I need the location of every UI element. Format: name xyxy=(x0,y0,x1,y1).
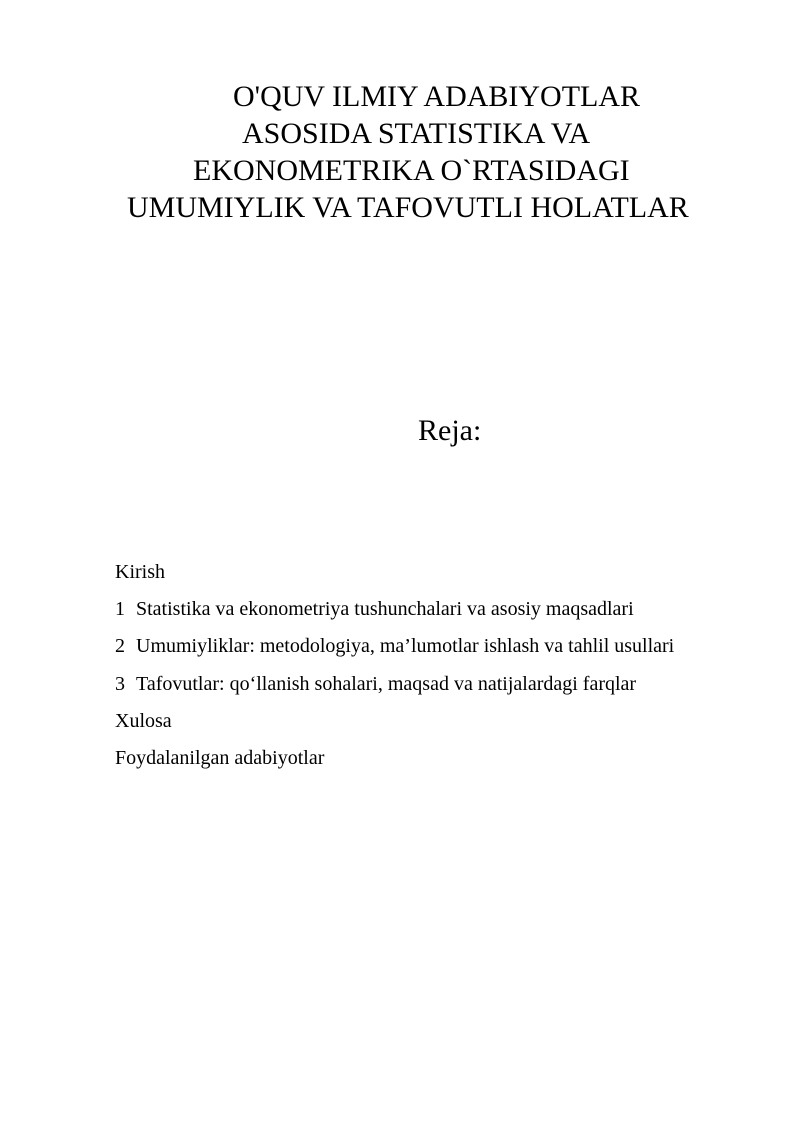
toc-item-text: Umumiyliklar: metodologiya, ma’lumotlar ishlash va tahlil usullari xyxy=(136,635,675,658)
toc-item-text: Statistika va ekonometriya tushunchalari va asosiy maqsadlari xyxy=(136,598,634,621)
plan-heading: Reja: xyxy=(418,414,482,447)
title-line-4: UMUMIYLIK VA TAFOVUTLI HOLATLAR xyxy=(127,191,689,224)
toc-item-text: Kirish xyxy=(115,561,165,583)
toc-item-intro xyxy=(115,559,674,596)
toc-item-text: Xulosa xyxy=(115,709,172,732)
toc-item-1 xyxy=(115,596,674,633)
title-line-1: O'QUV ILMIY ADABIYOTLAR xyxy=(233,80,641,113)
toc-item-number: 3 xyxy=(115,672,125,695)
toc-item-number: 2 xyxy=(115,635,125,658)
toc-item-conclusion xyxy=(115,708,674,745)
title-line-3: EKONOMETRIKA O`RTASIDAGI xyxy=(193,154,630,187)
toc-item-2 xyxy=(115,633,674,670)
toc-item-references xyxy=(115,745,674,782)
toc-item-text: Tafovutlar: qo‘llanish sohalari, maqsad va natijalardagi farqlar xyxy=(136,672,637,695)
toc-item-number: 1 xyxy=(115,598,125,621)
toc-item-text: Foydalanilgan adabiyotlar xyxy=(115,746,325,769)
title-line-2: ASOSIDA STATISTIKA VA xyxy=(242,117,591,150)
toc-item-3 xyxy=(115,671,674,708)
document-title xyxy=(0,78,800,226)
table-of-contents xyxy=(115,559,674,782)
